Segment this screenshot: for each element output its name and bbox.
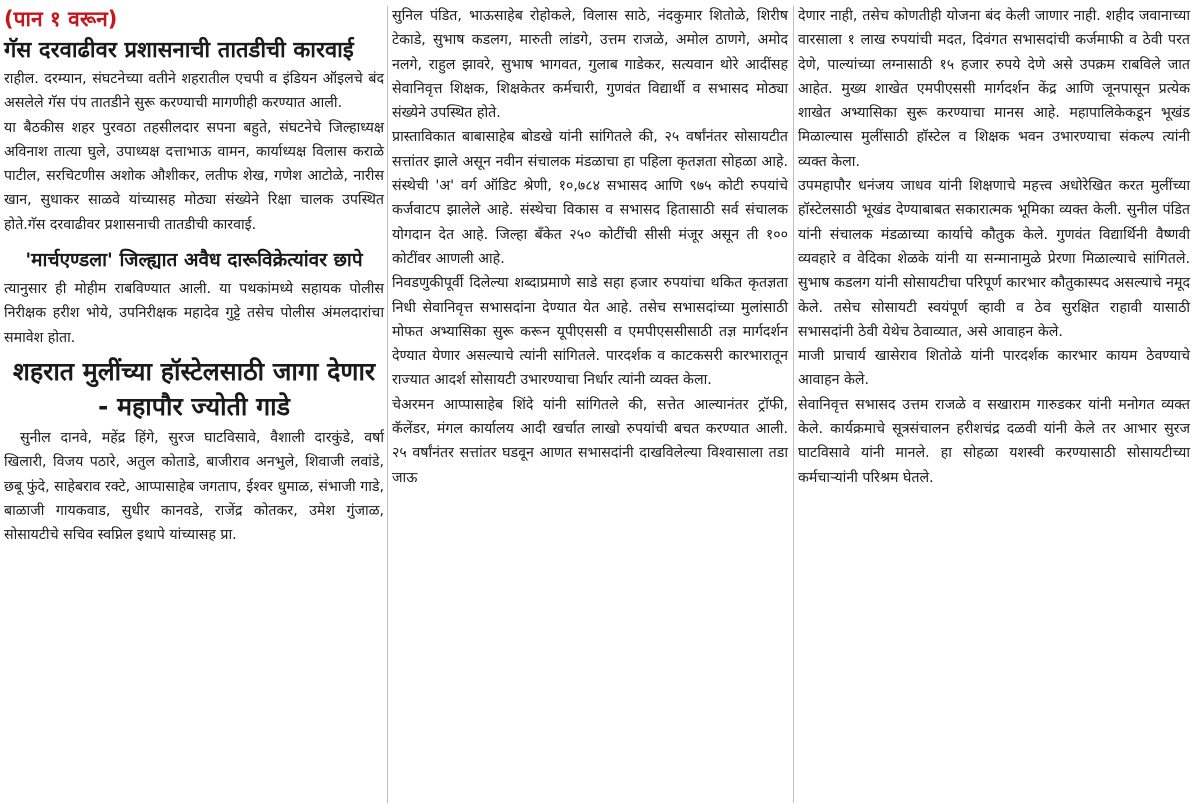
article-paragraph: माजी प्राचार्य खासेराव शितोळे यांनी पारदर्शक कारभार कायम ठेवण्याचे आवाहन केले. (798, 348, 1190, 389)
column-left (4, 4, 384, 547)
article-paragraph: सेवानिवृत्त सभासद उत्तम राजळे व सखाराम गारुडकर यांनी मनोगत व्यक्त केले. कार्यक्रमाचे सूत्रसंचालन हरीशचंद्र दळवी यांनी केले तर आभार सुरज घाटविसावे यांनी मानले. हा सोहळा यशस्वी करण्यासाठी सोसायटीच्या कर्मचाऱ्यांनी परिश्रम घेतले. (798, 396, 1190, 486)
article-paragraph: उपमहापौर धनंजय जाधव यांनी शिक्षणाचे महत्त्व अधोरेखित करत मुलींच्या हॉस्टेलसाठी भूखंड देण्याबाबत सकारात्मक भूमिका व्यक्त केली. सुनील पंडित यांनी संचालक मंडळाच्या कार्याचे कौतुक केले. गुणवंत विद्यार्थिनी वैष्णवी व्यवहारे व वेदिका शेळके यांनी या सन्मानामुळे प्रेरणा मिळाल्याचे सांगितले. सुभाष कडलग यांनी सोसायटीचा परिपूर्ण कारभार कौतुकास्पद असल्याचे नमूद केले. तसेच सोसायटी स्वयंपूर्ण व्हावी व ठेव सुरक्षित राहावी यासाठी सभासदांनी ठेवी येथेच ठेवाव्यात, असे आवाहन केले. (798, 178, 1190, 340)
headline-gas-price: गॅस दरवाढीवर प्रशासनाची तातडीची कारवाई (4, 38, 354, 63)
article-paragraph: देणार नाही, तसेच कोणतीही योजना बंद केली जाणार नाही. शहीद जवानाच्या वारसाला १ लाख रुपयांची मदत, दिवंगत सभासदांची कर्जमाफी व ठेवी परत देणे, पाल्यांच्या लग्नासाठी १५ हजार रुपये देणे असे उपक्रम राबविले जात आहेत. मुख्य शाखेत एमपीएससी मार्गदर्शन केंद्र आणि जूनपासून प्रत्येक शाखेत अभ्यासिका सुरू करण्याचा मानस आहे. महापालिकेकडून भूखंड मिळाल्यास मुलींसाठी हॉस्टेल व शिक्षक भवन उभारण्याचा संकल्प त्यांनी व्यक्त केला. (798, 8, 1190, 170)
column-middle (392, 4, 788, 490)
column-divider (793, 6, 794, 803)
column-divider (387, 6, 388, 803)
column-right (798, 4, 1190, 490)
article-paragraph: निवडणुकीपूर्वी दिलेल्या शब्दाप्रमाणे साडे सहा हजार रुपयांचा थकित कृतज्ञता निधी सेवानिवृत्त सभासदांना देण्यात येत आहे. तसेच सभासदांच्या मुलांसाठी मोफत अभ्यासिका सुरू करून यूपीएससी व एमपीएससीसाठी तज्ञ मार्गदर्शन देण्यात येणार असल्याचे त्यांनी सांगितले. पारदर्शक व काटकसरी कारभारातून राज्यात आदर्श सोसायटी उभारण्याचा निर्धार त्यांनी व्यक्त केला. (392, 275, 788, 389)
article-paragraph: या बैठकीस शहर पुरवठा तहसीलदार सपना बहुते, संघटनेचे जिल्हाध्यक्ष अविनाश तात्या घुले, उपाध्यक्ष दत्ताभाऊ वामन, कार्याध्यक्ष विलास कराळे पाटील, सरचिटणीस अशोक औशीकर, लतीफ शेख, गणेश आटोळे, नारीस खान, सुधाकर साळवे यांच्यासह मोठ्या संख्येने रिक्षा चालक उपस्थित होते.गॅस दरवाढीवर प्रशासनाची तातडीची कारवाई. (4, 119, 384, 233)
headline-hostel: शहरात मुलींच्या हॉस्टेलसाठी जागा देणार - महापौर ज्योती गाडे (12, 356, 376, 421)
article-paragraph: त्यानुसार ही मोहीम राबविण्यात आली. या पथकांमध्ये सहायक पोलीस निरीक्षक हरीश भोये, उपनिरीक्षक महादेव गुट्टे तसेच पोलीस अंमलदारांचा समावेश होता. (4, 281, 384, 346)
headline-liquor-raids: 'मार्चएण्डला' जिल्ह्यात अवैध दारूविक्रेत्यांवर छापे (25, 249, 363, 272)
continued-from-label: (पान १ वरून) (4, 7, 118, 31)
article-paragraph: चेअरमन आप्पासाहेब शिंदे यांनी सांगितले की, सत्तेत आल्यानंतर ट्रॉफी, कॅलेंडर, मंगल कार्यालय आदी खर्चात लाखो रुपयांची बचत करण्यात आली. २५ वर्षांनंतर सत्तांतर घडवून आणत सभासदांनी दाखविलेल्या विश्वासाला तडा जाऊ (392, 396, 788, 486)
article-paragraph: सुनिल पंडित, भाऊसाहेब रोहोकले, विलास साठे, नंदकुमार शितोळे, शिरीष टेकाडे, सुभाष कडलग, मारुती लांडगे, उत्तम राजळे, अमोल ठाणगे, अमोद नलगे, राहुल झावरे, सुभाष भागवत, गुलाब गाडेकर, सत्यवान थोरे आदींसह सेवानिवृत्त शिक्षक, शिक्षकेतर कर्मचारी, गुणवंत विद्यार्थी व सभासद मोठ्या संख्येने उपस्थित होते. (392, 8, 788, 122)
article-paragraph: सुनील दानवे, महेंद्र हिंगे, सुरज घाटविसावे, वैशाली दारकुंडे, वर्षा खिलारी, विजय पठारे, अतुल कोताडे, बाजीराव अनभुले, शिवाजी लवांडे, छबू फुंदे, साहेबराव रक्टे, आप्पासाहेब जगताप, ईश्वर धुमाळ, संभाजी गाडे, बाळाजी गायकवाड, सुधीर कानवडे, राजेंद्र कोतकर, उमेश गुंजाळ, सोसायटीचे सचिव स्वप्निल इथापे यांच्यासह प्रा. (4, 429, 384, 544)
article-paragraph: प्रास्ताविकात बाबासाहेब बोडखे यांनी सांगितले की, २५ वर्षांनंतर सोसायटीत सत्तांतर झाले असून नवीन संचालक मंडळाचा हा पहिला कृतज्ञता सोहळा आहे. संस्थेची 'अ' वर्ग ऑडिट श्रेणी, १०,७८४ सभासद आणि ९७५ कोटी रुपयांचे कर्जवाटप झालेले आहे. संस्थेचा विकास व सभासद हितासाठी सर्व संचालक योगदान देत आहे. जिल्हा बँकेत २५० कोटींची सीसी मंजूर असून ती १०० कोटींवर आणली आहे. (392, 129, 788, 267)
article-paragraph: राहील. दरम्यान, संघटनेच्या वतीने शहरातील एचपी व इंडियन ऑइलचे बंद असलेले गॅस पंप तातडीने सुरू करण्याची मागणीही करण्यात आली. (4, 71, 384, 112)
